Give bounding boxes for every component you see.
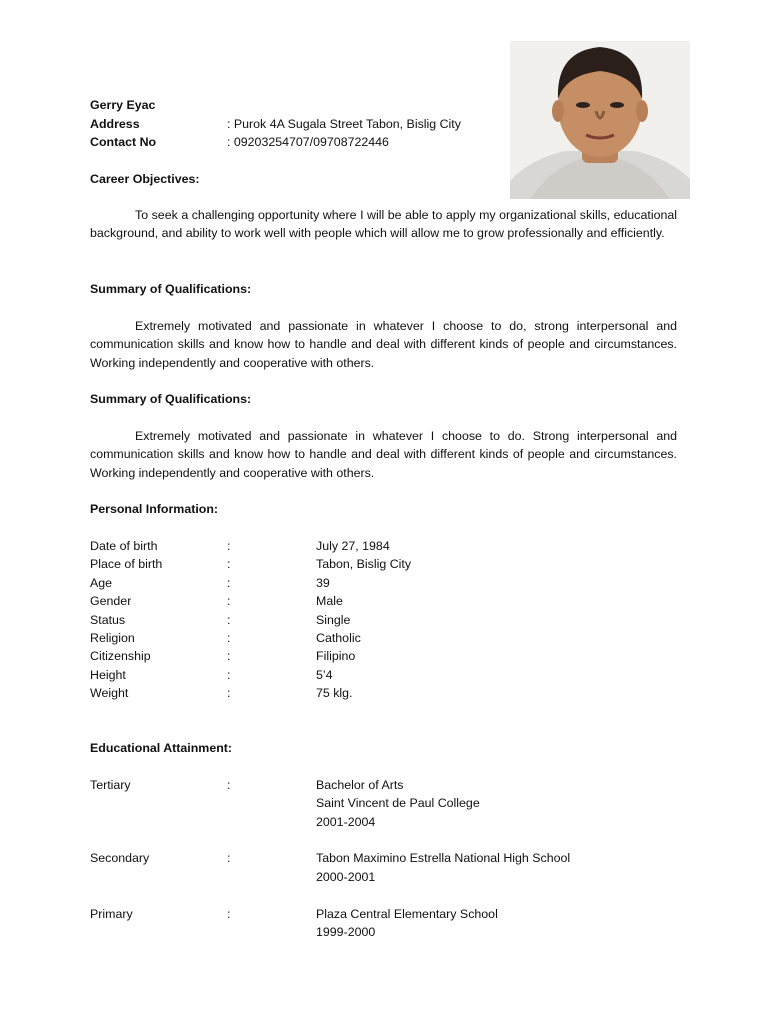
contact-label: Contact No bbox=[90, 135, 157, 149]
personal-label: Weight bbox=[90, 686, 129, 700]
personal-separator: : bbox=[227, 557, 231, 571]
secondary-school: Tabon Maximino Estrella National High School bbox=[316, 851, 571, 865]
personal-value: Single bbox=[316, 613, 351, 627]
career-objectives-text: To seek a challenging opportunity where I will be able to apply my organizational skills, educational background, and ability to work well with people which will allow me to grow professionally and efficiently. bbox=[90, 208, 677, 241]
personal-label: Citizenship bbox=[90, 649, 151, 663]
personal-separator: : bbox=[227, 613, 231, 627]
applicant-name: Gerry Eyac bbox=[90, 98, 156, 112]
personal-label: Place of birth bbox=[90, 557, 163, 571]
summary-heading-1: Summary of Qualifications: bbox=[90, 282, 252, 296]
personal-value: July 27, 1984 bbox=[316, 539, 390, 553]
contact-value: : 09203254707/09708722446 bbox=[227, 135, 389, 149]
personal-separator: : bbox=[227, 686, 231, 700]
career-objectives-heading: Career Objectives: bbox=[90, 172, 200, 186]
personal-separator: : bbox=[227, 594, 231, 608]
secondary-label: Secondary bbox=[90, 851, 150, 865]
secondary-years: 2000-2001 bbox=[316, 870, 376, 884]
person-photo-icon bbox=[510, 41, 690, 199]
summary-text-2: Extremely motivated and passionate in whatever I choose to do. Strong interpersonal and communication skills and know how to handle and deal with different kinds of people and circumstances. Working independently and cooperative with others. bbox=[90, 429, 677, 480]
personal-value: Tabon, Bislig City bbox=[316, 557, 412, 571]
education-separator: : bbox=[227, 907, 231, 921]
personal-label: Date of birth bbox=[90, 539, 158, 553]
primary-school: Plaza Central Elementary School bbox=[316, 907, 498, 921]
personal-value: Male bbox=[316, 594, 343, 608]
tertiary-label: Tertiary bbox=[90, 778, 131, 792]
personal-value: 39 bbox=[316, 576, 330, 590]
personal-information-heading: Personal Information: bbox=[90, 502, 219, 516]
educational-attainment-heading: Educational Attainment: bbox=[90, 741, 233, 755]
personal-separator: : bbox=[227, 539, 231, 553]
personal-label: Age bbox=[90, 576, 113, 590]
tertiary-degree: Bachelor of Arts bbox=[316, 778, 404, 792]
personal-label: Height bbox=[90, 668, 126, 682]
personal-separator: : bbox=[227, 668, 231, 682]
personal-label: Gender bbox=[90, 594, 132, 608]
personal-separator: : bbox=[227, 576, 231, 590]
personal-value: 75 klg. bbox=[316, 686, 353, 700]
education-separator: : bbox=[227, 851, 231, 865]
summary-heading-2: Summary of Qualifications: bbox=[90, 392, 252, 406]
address-label: Address bbox=[90, 117, 140, 131]
tertiary-school: Saint Vincent de Paul College bbox=[316, 796, 480, 810]
personal-value: Filipino bbox=[316, 649, 356, 663]
personal-separator: : bbox=[227, 649, 231, 663]
personal-value: 5’4 bbox=[316, 668, 333, 682]
tertiary-years: 2001-2004 bbox=[316, 815, 376, 829]
profile-photo bbox=[510, 41, 690, 199]
primary-years: 1999-2000 bbox=[316, 925, 376, 939]
personal-value: Catholic bbox=[316, 631, 361, 645]
address-value: : Purok 4A Sugala Street Tabon, Bislig City bbox=[227, 117, 461, 131]
personal-label: Religion bbox=[90, 631, 135, 645]
education-separator: : bbox=[227, 778, 231, 792]
primary-label: Primary bbox=[90, 907, 133, 921]
summary-text-1: Extremely motivated and passionate in whatever I choose to do, strong interpersonal and communication skills and know how to handle and deal with different kinds of people and circumstances. Working independently and cooperative with others. bbox=[90, 319, 677, 370]
personal-separator: : bbox=[227, 631, 231, 645]
personal-label: Status bbox=[90, 613, 126, 627]
